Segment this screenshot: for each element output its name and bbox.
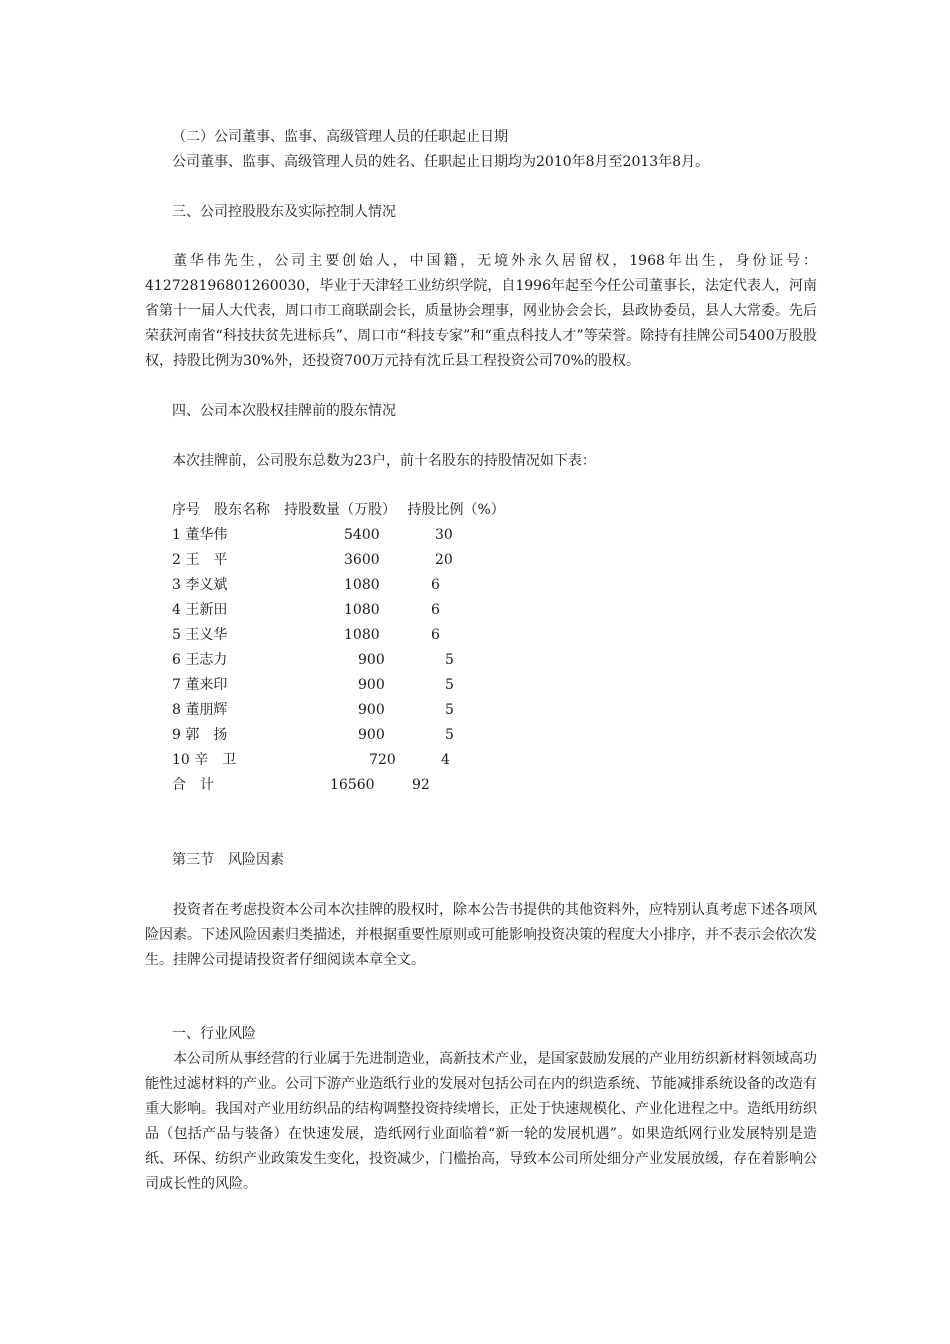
row-ratio: 5 — [445, 652, 454, 668]
risk-intro-paragraph: 投资者在考虑投资本公司本次挂牌的股权时，除本公告书提供的其他资料外，应特别认真考虑下述各项风险因素。下述风险因素归类描述，并根据重要性原则或可能影响投资决策的程度大小排序，并不表示会依次发生。挂牌公司提请投资者仔细阅读本章全文。 — [145, 902, 817, 968]
row-shares: 900 — [358, 727, 385, 743]
row-ratio: 6 — [431, 627, 440, 643]
section-3-heading: 三、公司控股股东及实际控制人情况 — [172, 204, 396, 220]
row-ratio: 30 — [435, 527, 453, 543]
row-name: 1 董华伟 — [172, 527, 228, 543]
row-name: 7 董来印 — [172, 677, 228, 693]
row-name: 5 王义华 — [172, 627, 228, 643]
table-header: 序号 股东名称 持股数量（万股） 持股比例（%） — [172, 502, 505, 518]
row-ratio: 5 — [445, 677, 454, 693]
section-4-heading: 四、公司本次股权挂牌前的股东情况 — [172, 403, 396, 419]
row-name: 10 辛 卫 — [172, 752, 237, 768]
row-shares: 1080 — [344, 602, 380, 618]
section-3-paragraph: 董华伟先生，公司主要创始人，中国籍，无境外永久居留权，1968年出生，身份证号：412728196801260030，毕业于天津轻工业纺织学院，自1996年起至今任公司董事长，法定代表人，河南省第十一届人大代表，周口市工商联副会长，质量协会理事，网业协会会长，县政协委员，县人大常委。先后荣获河南省“科技扶贫先进标兵”、周口市“科技专家”和“重点科技人才”等荣誉。除持有挂牌公司5400万股股权，持股比例为30%外，还投资700万元持有沈丘县工程投资公司70%的股权。 — [145, 253, 817, 369]
row-shares: 5400 — [344, 527, 380, 543]
industry-risk-heading: 一、行业风险 — [172, 1026, 256, 1042]
row-shares: 3600 — [344, 552, 380, 568]
row-name: 9 郭 扬 — [172, 727, 228, 743]
row-name: 6 王志力 — [172, 652, 228, 668]
row-shares: 900 — [358, 652, 385, 668]
row-name: 8 董朋辉 — [172, 702, 228, 718]
row-ratio: 6 — [431, 602, 440, 618]
row-shares: 900 — [358, 702, 385, 718]
section-2-text: 公司董事、监事、高级管理人员的姓名、任职起止日期均为2010年8月至2013年8月。 — [172, 154, 710, 170]
row-shares: 1080 — [344, 577, 380, 593]
section-2-heading: （二）公司董事、监事、高级管理人员的任职起止日期 — [172, 129, 508, 145]
row-ratio: 6 — [431, 577, 440, 593]
row-name: 3 李义斌 — [172, 577, 228, 593]
row-ratio: 5 — [445, 702, 454, 718]
total-shares: 16560 — [330, 777, 375, 793]
row-ratio: 4 — [441, 752, 450, 768]
row-ratio: 5 — [445, 727, 454, 743]
industry-risk-paragraph: 本公司所从事经营的行业属于先进制造业，高新技术产业，是国家鼓励发展的产业用纺织新材料领域高功能性过滤材料的产业。公司下游产业造纸行业的发展对包括公司在内的织造系统、节能减排系统设备的改造有重大影响。我国对产业用纺织品的结构调整投资持续增长，正处于快速规模化、产业化进程之中。造纸用纺织品（包括产品与装备）在快速发展，造纸网行业面临着“新一轮的发展机遇”。如果造纸网行业发展特别是造纸、环保、纺织产业政策发生变化，投资减少，门槛抬高，导致本公司所处细分产业发展放缓，存在着影响公司成长性的风险。 — [145, 1051, 817, 1192]
total-label: 合 计 — [172, 777, 214, 793]
row-shares: 720 — [369, 752, 396, 768]
risk-section-heading: 第三节 风险因素 — [172, 852, 284, 868]
total-ratio: 92 — [412, 777, 430, 793]
row-name: 2 王 平 — [172, 552, 228, 568]
row-shares: 1080 — [344, 627, 380, 643]
row-name: 4 王新田 — [172, 602, 228, 618]
row-shares: 900 — [358, 677, 385, 693]
section-4-intro: 本次挂牌前，公司股东总数为23户，前十名股东的持股情况如下表： — [172, 453, 596, 469]
row-ratio: 20 — [435, 552, 453, 568]
